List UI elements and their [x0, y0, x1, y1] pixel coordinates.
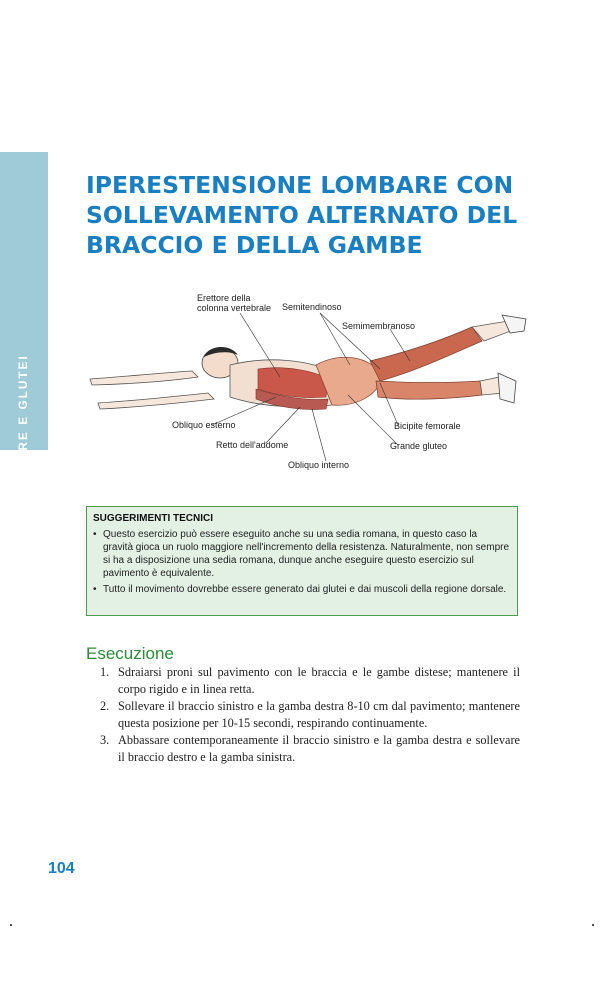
crop-mark [592, 924, 594, 926]
label-obliquo-esterno: Obliquo esterno [172, 420, 236, 430]
section-side-tab-label: ZONA LOMBARE E GLUTEI [18, 354, 30, 550]
label-erettore-text: Erettore della colonna vertebrale [197, 293, 272, 313]
execution-heading: Esecuzione [86, 644, 174, 663]
page-title-line-1: IPERESTENSIONE LOMBARE CON [86, 171, 514, 199]
label-retto-addome: Retto dell'addome [216, 440, 289, 450]
page-title-line-2: SOLLEVAMENTO ALTERNATO DEL [86, 201, 518, 229]
label-erettore [197, 293, 271, 313]
tips-heading: SUGGERIMENTI TECNICI [93, 513, 214, 524]
tips-box [86, 506, 518, 616]
tip-item: • Questo esercizio può essere eseguito anche su una sedia romana, in questo caso la gravità gioca un ruolo maggiore nell'incremento della resistenza. Naturalmente, non sempre si ha a disposizione una sedia romana, dunque anche eseguire questo esercizio sul pavimento è equivalente. [93, 528, 509, 580]
execution-step-text: Abbassare contemporaneamente il braccio sinistro e la gamba destra e sollevare il braccio destro e la gamba sinistra. [118, 733, 520, 764]
page-number: 104 [48, 860, 75, 877]
tip-item: • Tutto il movimento dovrebbe essere generato dai glutei e dai muscoli della regione dorsale. [93, 583, 509, 596]
execution-step-number: 3. [100, 733, 110, 747]
crop-mark [10, 924, 12, 926]
label-semimembranoso: Semimembranoso [342, 321, 416, 331]
anatomy-illustration [80, 285, 530, 485]
section-side-tab [0, 152, 48, 550]
page-title-line-3: BRACCIO E DELLA GAMBE [86, 231, 423, 259]
execution-step [100, 664, 520, 698]
label-grande-gluteo: Grande gluteo [390, 441, 448, 451]
anatomy-figure-drawing [80, 285, 530, 485]
execution-steps [100, 664, 520, 766]
label-bicipite-femorale: Bicipite femorale [394, 421, 461, 431]
label-obliquo-interno: Obliquo interno [288, 460, 350, 470]
label-semitendinoso: Semitendinoso [282, 302, 342, 312]
execution-step [100, 732, 520, 766]
execution-step-text: Sdraiarsi proni sul pavimento con le braccia e le gambe distese; mantenere il corpo rigido e in linea retta. [118, 665, 520, 696]
execution-step-text: Sollevare il braccio sinistro e la gamba destra 8-10 cm dal pavimento; mantenere questa posizione per 10-15 secondi, respirando continuamente. [118, 699, 520, 730]
execution-step [100, 698, 520, 732]
execution-step-number: 1. [100, 665, 110, 679]
execution-step-number: 2. [100, 699, 110, 713]
page-title [86, 170, 556, 260]
